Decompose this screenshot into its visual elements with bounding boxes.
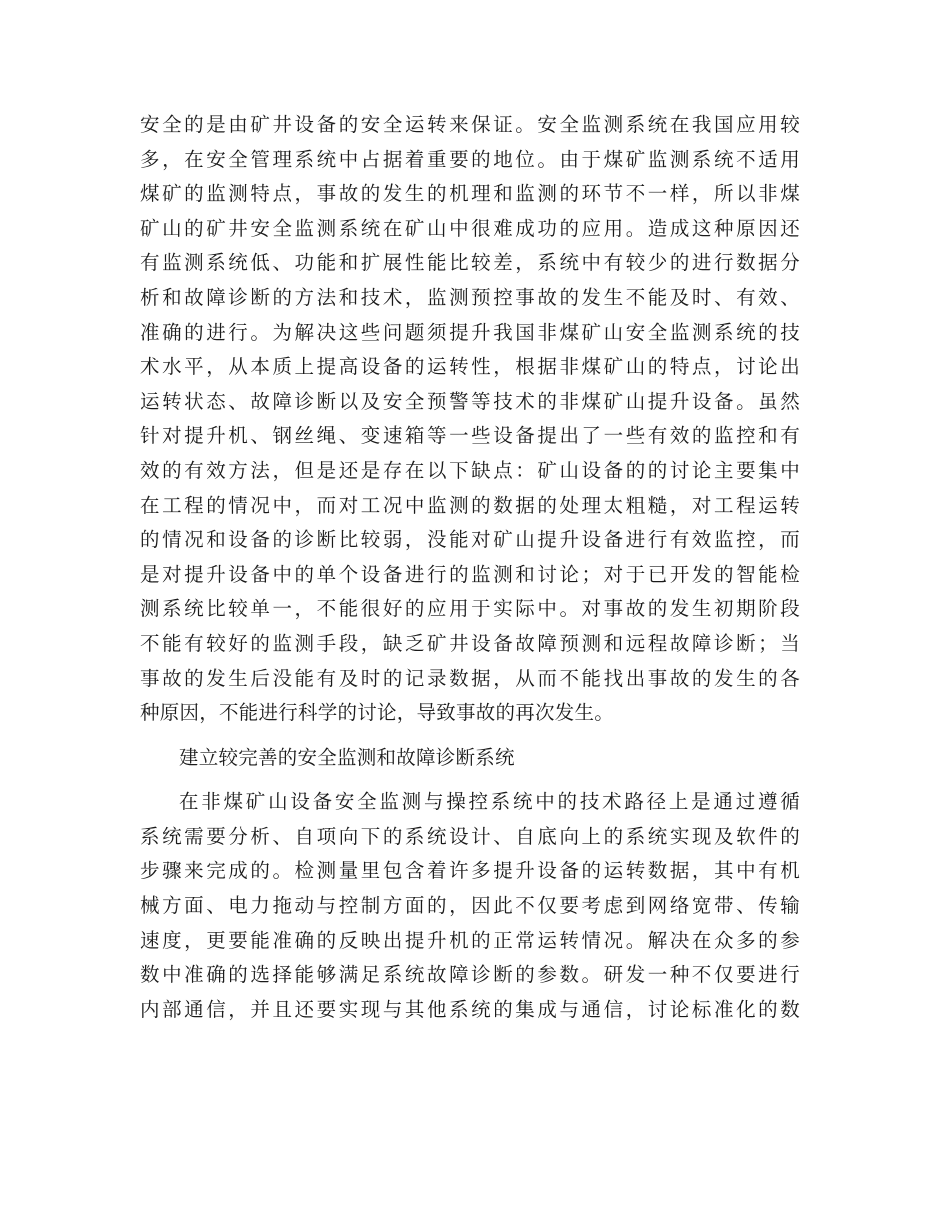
paragraph-2-line: 步骤来完成的。检测量里包含着许多提升设备的运转数据，其中有机 [140, 859, 800, 883]
paragraph-2-line: 在非煤矿山设备安全监测与操控系统中的技术路径上是通过遵循 [179, 790, 800, 814]
paragraph-1-line: 多，在安全管理系统中占据着重要的地位。由于煤矿监测系统不适用 [140, 147, 800, 171]
paragraph-2 [140, 785, 800, 1027]
paragraph-1-line: 效的有效方法，但是还是存在以下缺点：矿山设备的的讨论主要集中 [140, 458, 800, 482]
paragraph-1-line: 矿山的矿井安全监测系统在矿山中很难成功的应用。造成这种原因还 [140, 216, 800, 240]
paragraph-1-line: 有监测系统低、功能和扩展性能比较差，系统中有较少的进行数据分 [140, 251, 800, 275]
paragraph-1 [140, 108, 800, 731]
paragraph-2-line: 械方面、电力拖动与控制方面的，因此不仅要考虑到网络宽带、传输 [140, 894, 800, 918]
paragraph-1-line: 针对提升机、钢丝绳、变速箱等一些设备提出了一些有效的监控和有 [140, 424, 800, 448]
paragraph-1-line: 析和故障诊断的方法和技术，监测预控事故的发生不能及时、有效、 [140, 285, 800, 309]
paragraph-1-line: 不能有较好的监测手段，缺乏矿井设备故障预测和远程故障诊断；当 [140, 631, 800, 655]
section-heading: 建立较完善的安全监测和故障诊断系统 [179, 745, 515, 769]
paragraph-1-line: 运转状态、故障诊断以及安全预警等技术的非煤矿山提升设备。虽然 [140, 389, 800, 413]
paragraph-2-line: 数中准确的选择能够满足系统故障诊断的参数。研发一种不仅要进行 [140, 963, 800, 987]
paragraph-1-line: 煤矿的监测特点，事故的发生的机理和监测的环节不一样，所以非煤 [140, 182, 800, 206]
paragraph-1-line: 种原因，不能进行科学的讨论，导致事故的再次发生。 [140, 701, 615, 725]
paragraph-2-line: 内部通信，并且还要实现与其他系统的集成与通信，讨论标准化的数 [140, 997, 800, 1021]
paragraph-1-line: 在工程的情况中，而对工况中监测的数据的处理太粗糙，对工程运转 [140, 493, 800, 517]
paragraph-1-line: 的情况和设备的诊断比较弱，没能对矿山提升设备进行有效监控，而 [140, 528, 800, 552]
document-body [140, 108, 800, 1027]
paragraph-1-line: 准确的进行。为解决这些问题须提升我国非煤矿山安全监测系统的技 [140, 320, 800, 344]
paragraph-2-line: 速度，更要能准确的反映出提升机的正常运转情况。解决在众多的参 [140, 928, 800, 952]
paragraph-1-line: 安全的是由矿井设备的安全运转来保证。安全监测系统在我国应用较 [140, 113, 800, 136]
paragraph-1-line: 事故的发生后没能有及时的记录数据，从而不能找出事故的发生的各 [140, 666, 800, 690]
paragraph-1-line: 是对提升设备中的单个设备进行的监测和讨论；对于已开发的智能检 [140, 562, 800, 586]
paragraph-1-line: 术水平，从本质上提高设备的运转性，根据非煤矿山的特点，讨论出 [140, 355, 800, 379]
paragraph-1-line: 测系统比较单一，不能很好的应用于实际中。对事故的发生初期阶段 [140, 597, 800, 621]
paragraph-2-line: 系统需要分析、自项向下的系统设计、自底向上的系统实现及软件的 [140, 824, 800, 848]
